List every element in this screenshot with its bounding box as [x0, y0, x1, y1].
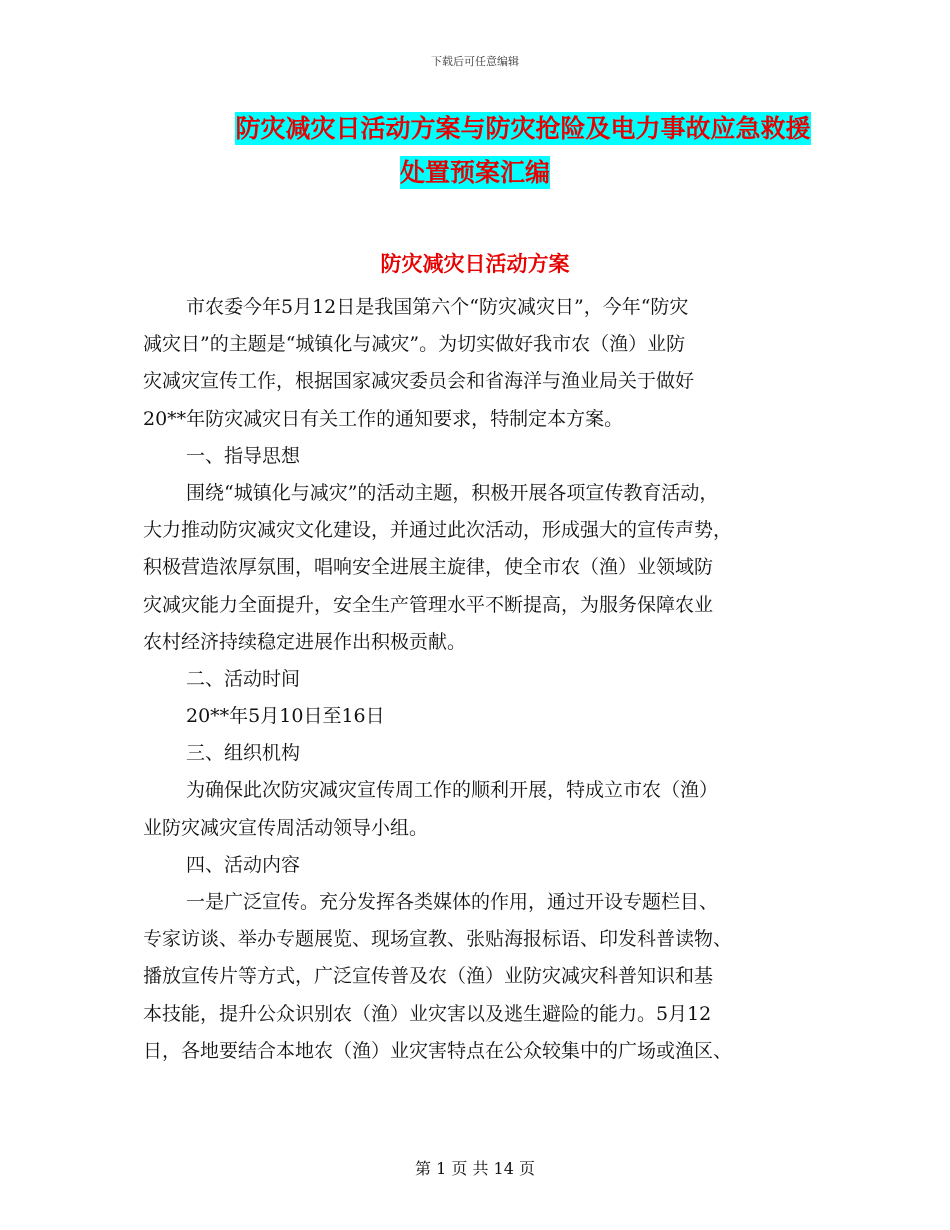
body-line: 市农委今年5月12日是我国第六个“防灾减灾日”，今年“防灾 — [186, 296, 689, 318]
body-line: 灾减灾宣传工作，根据国家减灾委员会和省海洋与渔业局关于做好 — [143, 370, 695, 393]
body-line: 围绕“城镇化与减灾”的活动主题，积极开展各项宣传教育活动， — [186, 481, 719, 504]
body-line: 四、活动内容 — [186, 853, 301, 876]
body-line: 业防灾减灾宣传周活动领导小组。 — [143, 816, 429, 839]
body-line: 一是广泛宣传。充分发挥各类媒体的作用，通过开设专题栏目、 — [186, 891, 719, 913]
body-line: 播放宣传片等方式，广泛宣传普及农（渔）业防灾减灾科普知识和基 — [143, 965, 714, 988]
body-line: 农村经济持续稳定进展作出积极贡献。 — [143, 630, 467, 653]
page-footer: 第 1 页 共 14 页 — [415, 1159, 535, 1178]
body-text — [143, 289, 808, 1070]
body-line: 20**年5月10日至16日 — [186, 705, 385, 728]
document-title-line-1 — [48, 114, 950, 144]
body-line: 为确保此次防灾减灾宣传周工作的顺利开展，特成立市农（渔） — [186, 779, 719, 802]
body-line: 专家访谈、举办专题展览、现场宣教、张贴海报标语、印发科普读物、 — [143, 928, 733, 951]
body-line: 20**年防灾减灾日有关工作的通知要求，特制定本方案。 — [143, 407, 624, 430]
body-line: 灾减灾能力全面提升，安全生产管理水平不断提高，为服务保障农业 — [143, 593, 714, 616]
section-title: 防灾减灾日活动方案 — [380, 252, 570, 276]
body-line: 日，各地要结合本地农（渔）业灾害特点在公众较集中的广场或渔区、 — [143, 1039, 733, 1062]
body-line: 一、指导思想 — [186, 444, 301, 467]
document-title-line-2 — [0, 158, 950, 188]
body-line: 积极营造浓厚氛围，唱响安全进展主旋律，使全市农（渔）业领域防 — [143, 556, 714, 579]
body-line: 大力推动防灾减灾文化建设，并通过此次活动，形成强大的宣传声势， — [143, 519, 733, 542]
document-title-text-1: 防灾减灾日活动方案与防灾抢险及电力事故应急救援 — [235, 114, 811, 143]
document-title-text-2: 处置预案汇编 — [399, 158, 550, 187]
body-line: 减灾日”的主题是“城镇化与减灾”。为切实做好我市农（渔）业防 — [143, 333, 686, 356]
header-note: 下载后可任意编辑 — [431, 55, 519, 68]
body-line: 二、活动时间 — [186, 667, 301, 690]
body-line: 本技能，提升公众识别农（渔）业灾害以及逃生避险的能力。5月12 — [143, 1002, 712, 1025]
body-line: 三、组织机构 — [186, 742, 301, 765]
